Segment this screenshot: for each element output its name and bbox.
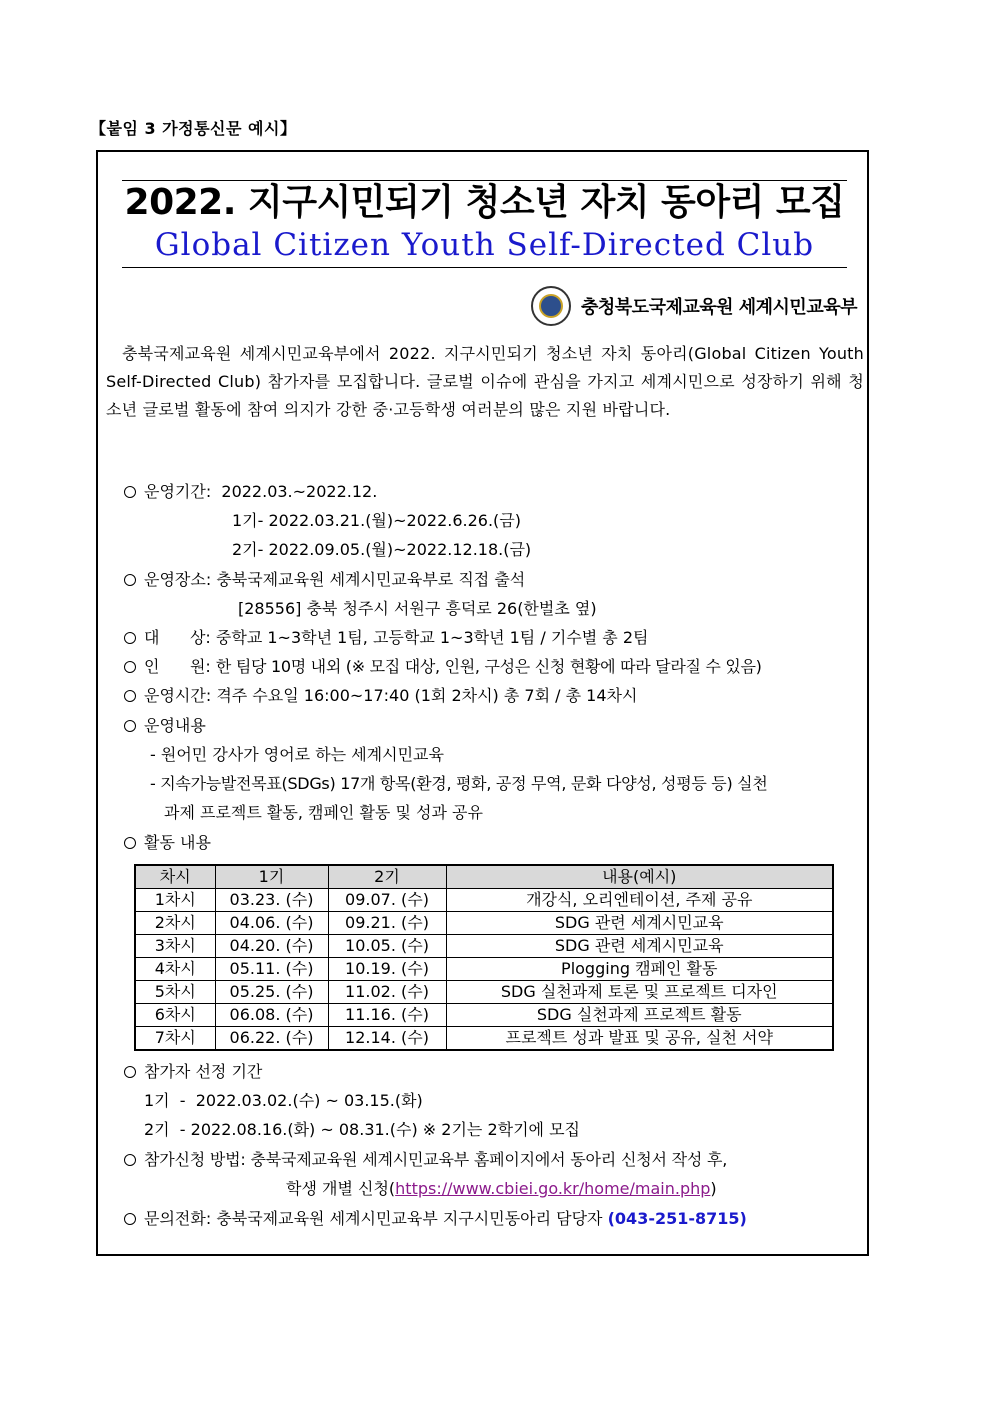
page-title: 2022. 지구시민되기 청소년 자치 동아리 모집 (124, 182, 845, 223)
table-row (135, 889, 833, 912)
table-row (135, 912, 833, 935)
page-subtitle: Global Citizen Youth Self-Directed Club (154, 227, 815, 263)
cell-content: SDG 실천과제 프로젝트 활동 (446, 1004, 833, 1027)
period-term1: 1기- 2022.03.21.(월)~2022.6.26.(금) (232, 511, 521, 530)
cell-term2: 10.05. (수) (328, 935, 446, 958)
selection-term2: 2기 - 2022.08.16.(화) ~ 08.31.(수) ※ 2기는 2학기에 모집 (144, 1120, 581, 1139)
cell-session: 3차시 (135, 935, 215, 958)
table-row (135, 958, 833, 981)
cell-session: 7차시 (135, 1027, 215, 1051)
contact-line: 문의전화: 충북국제교육원 세계시민교육부 지구시민동아리 담당자 (043-251-8715) (124, 1209, 747, 1229)
cell-term2: 09.07. (수) (328, 889, 446, 912)
content-item-2: - 지속가능발전목표(SDGs) 17개 항목(환경, 평화, 공정 무역, 문화 다양성, 성평등 등) 실천 (150, 774, 768, 793)
circle-bullet-icon (124, 486, 136, 498)
table-row (135, 1027, 833, 1051)
header-term2: 2기 (328, 865, 446, 889)
cell-session: 1차시 (135, 889, 215, 912)
cell-term2: 11.16. (수) (328, 1004, 446, 1027)
cell-session: 4차시 (135, 958, 215, 981)
circle-bullet-icon (124, 720, 136, 732)
circle-bullet-icon (124, 837, 136, 849)
organization (531, 284, 857, 328)
contact-phone[interactable]: (043-251-8715) (607, 1209, 747, 1228)
circle-bullet-icon (124, 1066, 136, 1078)
intro-paragraph: 충북국제교육원 세계시민교육부에서 2022. 지구시민되기 청소년 자치 동아리(Global Citizen Youth Self-Directed Club) 참가자를 모집합니다. 글로벌 이슈에 관심을 가지고 세계시민으로 성장하기 위해 청소년 글로벌 활동에 참여 의지가 강한 중·고등학생 여러분의 많은 지원 바랍니다. (106, 344, 864, 419)
cell-content: SDG 실천과제 토론 및 프로젝트 디자인 (446, 981, 833, 1004)
institution-seal-icon (531, 286, 571, 326)
circle-bullet-icon (124, 1154, 136, 1166)
apply-line-2: 학생 개별 신청(https://www.cbiei.go.kr/home/main.php) (286, 1179, 717, 1198)
people-line: 인 원: 한 팀당 10명 내외 (※ 모집 대상, 인원, 구성은 신청 현황에 따라 달라질 수 있음) (124, 657, 762, 677)
table-row (135, 981, 833, 1004)
cell-term1: 03.23. (수) (215, 889, 328, 912)
cell-term1: 06.08. (수) (215, 1004, 328, 1027)
cell-term2: 11.02. (수) (328, 981, 446, 1004)
place-address: [28556] 충북 청주시 서원구 흥덕로 26(한벌초 옆) (238, 599, 597, 618)
cell-session: 6차시 (135, 1004, 215, 1027)
cell-term1: 05.11. (수) (215, 958, 328, 981)
content-item-1: - 원어민 강사가 영어로 하는 세계시민교육 (150, 745, 444, 764)
activity-line: 활동 내용 (124, 833, 211, 853)
header-term1: 1기 (215, 865, 328, 889)
table-header-row (135, 865, 833, 889)
selection-term1: 1기 - 2022.03.02.(수) ~ 03.15.(화) (144, 1091, 423, 1110)
circle-bullet-icon (124, 1213, 136, 1225)
cell-term1: 04.20. (수) (215, 935, 328, 958)
target-line: 대 상: 중학교 1~3학년 1팀, 고등학교 1~3학년 1팀 / 기수별 총 2팀 (124, 628, 648, 648)
header-session: 차시 (135, 865, 215, 889)
cell-session: 5차시 (135, 981, 215, 1004)
cell-term1: 04.06. (수) (215, 912, 328, 935)
cell-term2: 10.19. (수) (328, 958, 446, 981)
schedule-table (134, 864, 834, 1051)
attachment-label: 【붙임 3 가정통신문 예시】 (90, 119, 297, 138)
cell-term1: 06.22. (수) (215, 1027, 328, 1051)
cell-term1: 05.25. (수) (215, 981, 328, 1004)
table-row (135, 1004, 833, 1027)
circle-bullet-icon (124, 661, 136, 673)
homepage-link[interactable]: https://www.cbiei.go.kr/home/main.php (395, 1179, 711, 1198)
period-line: 운영기간: 2022.03.~2022.12. (124, 482, 377, 502)
table-row (135, 935, 833, 958)
cell-content: SDG 관련 세계시민교육 (446, 912, 833, 935)
title-box (122, 180, 847, 268)
cell-content: 프로젝트 성과 발표 및 공유, 실천 서약 (446, 1027, 833, 1051)
cell-term2: 09.21. (수) (328, 912, 446, 935)
circle-bullet-icon (124, 632, 136, 644)
selection-line: 참가자 선정 기간 (124, 1062, 262, 1082)
circle-bullet-icon (124, 574, 136, 586)
content-item-2-cont: 과제 프로젝트 활동, 캠페인 활동 및 성과 공유 (164, 803, 483, 822)
cell-content: 개강식, 오리엔테이션, 주제 공유 (446, 889, 833, 912)
notice-frame (96, 150, 869, 1256)
time-line: 운영시간: 격주 수요일 16:00~17:40 (1회 2차시) 총 7회 / 총 14차시 (124, 686, 637, 706)
cell-content: Plogging 캠페인 활동 (446, 958, 833, 981)
header-content: 내용(예시) (446, 865, 833, 889)
cell-session: 2차시 (135, 912, 215, 935)
content-line: 운영내용 (124, 716, 206, 736)
cell-term2: 12.14. (수) (328, 1027, 446, 1051)
apply-line: 참가신청 방법: 충북국제교육원 세계시민교육부 홈페이지에서 동아리 신청서 작성 후, (124, 1150, 727, 1170)
organization-name: 충청북도국제교육원 세계시민교육부 (581, 297, 857, 318)
circle-bullet-icon (124, 690, 136, 702)
cell-content: SDG 관련 세계시민교육 (446, 935, 833, 958)
place-line: 운영장소: 충북국제교육원 세계시민교육부로 직접 출석 (124, 570, 525, 590)
period-term2: 2기- 2022.09.05.(월)~2022.12.18.(금) (232, 540, 532, 559)
